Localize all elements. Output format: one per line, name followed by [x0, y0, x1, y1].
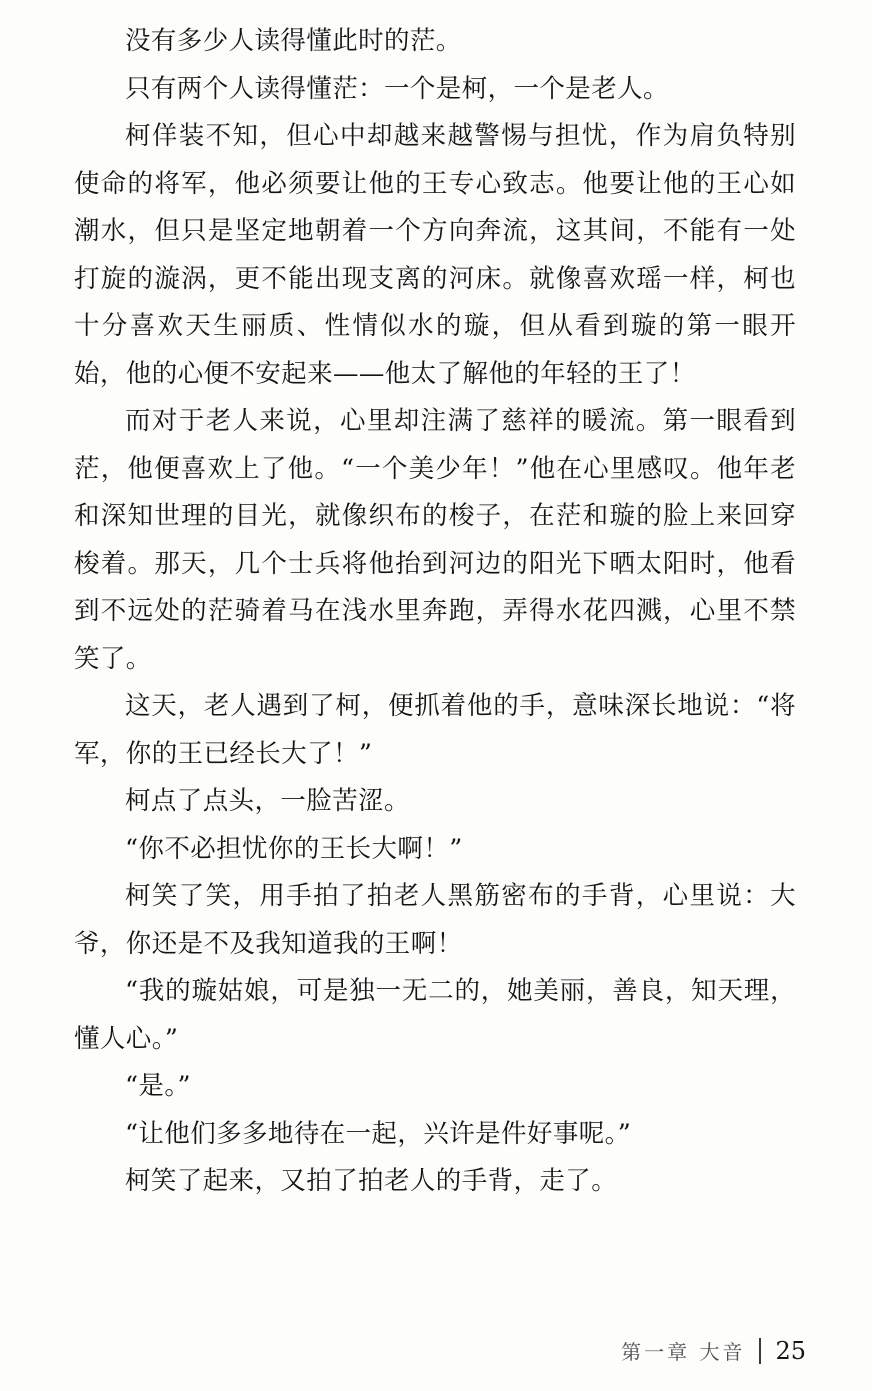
page-body-text: [74, 18, 796, 1206]
paragraph: “是。”: [125, 1071, 191, 1101]
page-footer: [0, 1325, 872, 1365]
paragraph: 柯笑了起来，又拍了拍老人的手背，走了。: [125, 1166, 618, 1196]
paragraph: “你不必担忧你的王长大啊！”: [125, 833, 463, 864]
paragraph: 柯笑了笑，用手拍了拍老人黑筋密布的手背，心里说：大爷，你还是不及我知道我的王啊！: [74, 881, 796, 959]
page-number: 25: [775, 1336, 806, 1365]
paragraph: 柯点了点头，一脸苦涩。: [125, 786, 410, 816]
footer-content: [621, 1336, 806, 1365]
paragraph: 柯佯装不知，但心中却越来越警惕与担忧，作为肩负特别使命的将军，他必须要让他的王专心致志。他要让他的王心如潮水，但只是坚定地朝着一个方向奔流，这其间，不能有一处打旋的漩涡，更不能出现支离的河床。就像喜欢瑶一样，柯也十分喜欢天生丽质、性情似水的璇，但从看到璇的第一眼开始，他的心便不安起来——他太了解他的年轻的王了！: [74, 121, 796, 389]
paragraph: 这天，老人遇到了柯，便抓着他的手，意味深长地说：“将军，你的王已经长大了！”: [74, 691, 796, 769]
paragraph: “我的璇姑娘，可是独一无二的，她美丽，善良，知天理，懂人心。”: [74, 976, 796, 1054]
chapter-label: 第一章 大音: [621, 1340, 746, 1364]
paragraph: 而对于老人来说，心里却注满了慈祥的暖流。第一眼看到茫，他便喜欢上了他。“一个美少年！”他在心里感叹。他年老和深知世理的目光，就像织布的梭子，在茫和璇的脸上来回穿梭着。那天，几个士兵将他抬到河边的阳光下晒太阳时，他看到不远处的茫骑着马在浅水里奔跑，弄得水花四溅，心里不禁笑了。: [74, 406, 796, 674]
paragraph: 没有多少人读得懂此时的茫。: [125, 26, 462, 56]
paragraph: 只有两个人读得懂茫：一个是柯，一个是老人。: [125, 73, 669, 104]
paragraph: “让他们多多地待在一起，兴许是件好事呢。”: [125, 1118, 632, 1149]
vertical-rule-icon: [759, 1338, 761, 1364]
